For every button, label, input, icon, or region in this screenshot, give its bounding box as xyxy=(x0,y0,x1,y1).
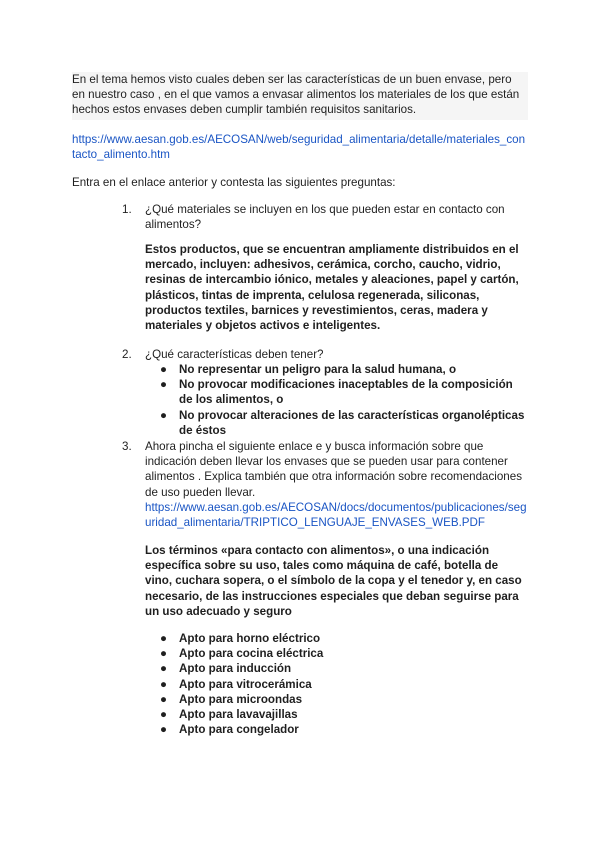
aesan-triptico-link[interactable] xyxy=(145,500,540,530)
q3-line: Ahora pincha el siguiente enlace e y busca información sobre que xyxy=(145,440,484,453)
link-line: https://www.aesan.gob.es/AECOSAN/docs/documentos/publicaciones/seg xyxy=(145,501,527,514)
q3-answer-line: específica sobre su uso, tales como máquina de café, botella de xyxy=(145,559,499,573)
q3-answer-line: vino, cuchara sopera, o el símbolo de la copa y el tenedor y, en caso xyxy=(145,574,522,588)
list-item xyxy=(160,646,460,661)
q3-question xyxy=(145,439,535,500)
q2-number: 2. xyxy=(122,348,132,361)
q1-answer-line: plásticos, tintas de imprenta, celulosa regenerada, siliconas, xyxy=(145,288,480,302)
q3-line: alimentos . Explica también que otra información sobre recomendaciones xyxy=(145,470,522,484)
bullet-text: No representar un peligro para la salud humana, o xyxy=(179,363,457,376)
bullet-text: No provocar alteraciones de las características organolépticas xyxy=(179,409,525,422)
bullet-text: de éstos xyxy=(179,424,227,438)
bullet-icon: ● xyxy=(160,409,168,422)
bullet-icon: ● xyxy=(160,707,168,721)
list-item xyxy=(160,692,460,707)
q3-line: de uso pueden llevar. xyxy=(145,485,256,499)
bullet-icon: ● xyxy=(160,723,168,737)
aesan-materials-link[interactable] xyxy=(72,132,532,162)
bullet-text-block xyxy=(179,377,513,407)
bullet-icon: ● xyxy=(160,662,168,676)
bullet-icon: ● xyxy=(160,692,168,706)
q3-answer-line: necesario, de las instrucciones especiales que deban seguirse para xyxy=(145,589,519,603)
list-item xyxy=(160,722,460,737)
q2-question: ¿Qué características deben tener? xyxy=(145,348,324,361)
bullet-icon: ● xyxy=(160,647,168,661)
q3-answer-line: Los términos «para contacto con alimentos», o una indicación xyxy=(145,544,490,557)
q1-number: 1. xyxy=(122,203,132,216)
intro-line: hechos estos envases deben cumplir también requisitos sanitarios. xyxy=(72,103,417,117)
q1-answer-line: productos textiles, barnices y revestimientos, ceras, madera y xyxy=(145,303,488,317)
bullet-text: Apto para cocina eléctrica xyxy=(179,647,324,661)
q1-line: alimentos? xyxy=(145,218,202,232)
link-line: tacto_alimento.htm xyxy=(72,148,170,162)
link-line: uridad_alimentaria/TRIPTICO_LENGUAJE_ENVASES_WEB.PDF xyxy=(145,516,485,530)
q1-line: ¿Qué materiales se incluyen en los que pueden estar en contacto con xyxy=(145,203,505,216)
q3-bullet-list xyxy=(160,631,460,737)
bullet-text: No provocar modificaciones inaceptables de la composición xyxy=(179,378,513,391)
q3-line: indicación deben llevar los envases que se pueden usar para contener xyxy=(145,455,508,469)
q3-answer xyxy=(145,543,540,619)
bullet-text: Apto para lavavajillas xyxy=(179,707,298,721)
bullet-text: Apto para inducción xyxy=(179,662,292,676)
q1-answer xyxy=(145,242,535,333)
bullet-text: de los alimentos, o xyxy=(179,393,284,407)
q1-answer-line: Estos productos, que se encuentran ampliamente distribuidos en el xyxy=(145,243,519,256)
list-item xyxy=(160,631,460,646)
instruction-text: Entra en el enlace anterior y contesta las siguientes preguntas: xyxy=(72,176,396,189)
q1-answer-line: resinas de intercambio iónico, metales y aleaciones, papel y cartón, xyxy=(145,273,519,287)
list-item xyxy=(160,707,460,722)
list-item xyxy=(160,661,460,676)
q1-question xyxy=(145,202,530,232)
intro-line: En el tema hemos visto cuales deben ser las características de un buen envase, pero xyxy=(72,73,512,86)
bullet-text: Apto para congelador xyxy=(179,723,299,737)
bullet-text: Apto para vitrocerámica xyxy=(179,677,312,691)
bullet-icon: ● xyxy=(160,378,168,391)
intro-line: en nuestro caso , en el que vamos a envasar alimentos los materiales de los que están xyxy=(72,88,520,102)
list-item xyxy=(160,677,460,692)
q3-answer-line: un uso adecuado y seguro xyxy=(145,604,292,618)
intro-paragraph xyxy=(72,72,528,120)
bullet-icon: ● xyxy=(160,363,168,376)
link-line: https://www.aesan.gob.es/AECOSAN/web/seguridad_alimentaria/detalle/materiales_con xyxy=(72,133,526,146)
q1-answer-line: materiales y objetos activos e inteligentes. xyxy=(145,319,381,333)
bullet-icon: ● xyxy=(160,632,168,645)
q1-answer-line: mercado, incluyen: adhesivos, cerámica, corcho, caucho, vidrio, xyxy=(145,258,501,272)
bullet-text: Apto para horno eléctrico xyxy=(179,632,321,645)
bullet-text: Apto para microondas xyxy=(179,692,303,706)
bullet-text-block xyxy=(179,408,524,438)
bullet-icon: ● xyxy=(160,677,168,691)
q3-number: 3. xyxy=(122,440,132,453)
